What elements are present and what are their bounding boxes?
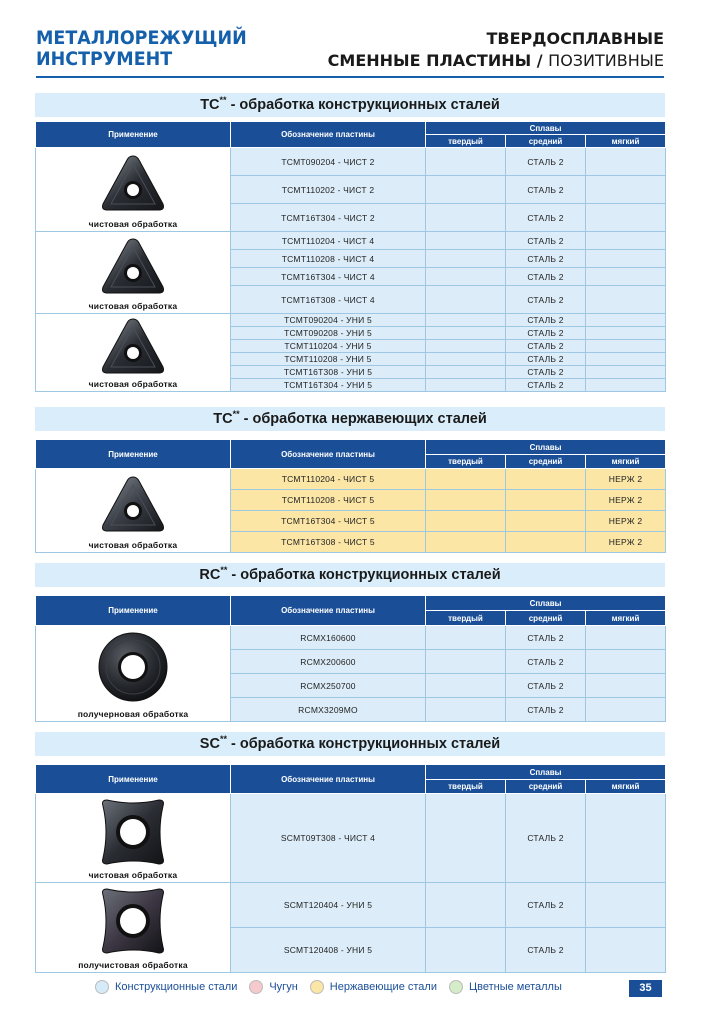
alloy-hard-cell [426,674,506,698]
header-medium: средний [506,455,586,469]
header-hard: твердый [426,611,506,626]
application-cell [36,883,231,973]
insert-designation: TCMT110208 - ЧИСТ 5 [231,490,426,511]
section-1 [35,93,665,390]
alloy-medium-cell [506,490,586,511]
alloy-soft-cell [586,268,666,286]
machining-type-label: чистовая обработка [88,379,178,389]
alloy-medium-cell: СТАЛЬ 2 [506,268,586,286]
insert-designation: TCMT16T304 - УНИ 5 [231,379,426,392]
section-2 [35,407,665,550]
header-rule [36,76,664,78]
section-stars: ** [219,95,227,105]
legend-dot-icon [310,980,324,994]
table-row [36,626,666,650]
header-alloys: Сплавы [426,765,666,780]
application-cell [36,794,231,883]
alloy-hard-cell [426,928,506,973]
insert-designation: RCMX3209MO [231,698,426,722]
alloy-hard-cell [426,176,506,204]
section-title [35,93,665,117]
application-cell [36,469,231,553]
section-title [35,563,665,587]
legend-item-structural [95,980,237,994]
insert-image-icon [99,885,167,957]
brand-title [36,28,247,70]
insert-designation: TCMT16T304 - ЧИСТ 5 [231,511,426,532]
header-alloys: Сплавы [426,596,666,611]
insert-designation: TCMT16T304 - ЧИСТ 4 [231,268,426,286]
alloy-hard-cell [426,366,506,379]
header-medium: средний [506,135,586,148]
page-number: 35 [629,980,662,997]
alloy-soft-cell [586,626,666,650]
header-medium: средний [506,780,586,794]
table-row [36,232,666,250]
alloy-soft-cell [586,314,666,327]
application-cell [36,626,231,722]
alloy-hard-cell [426,232,506,250]
section-3 [35,563,665,719]
section-title-text: - обработка конструкционных сталей [227,567,501,583]
application-cell [36,148,231,232]
alloy-medium-cell: СТАЛЬ 2 [506,883,586,928]
application-cell [36,232,231,314]
category-title-line1: ТВЕРДОСПЛАВНЫЕ [486,29,664,48]
header-hard: твердый [426,135,506,148]
header-soft: мягкий [586,611,666,626]
alloy-medium-cell: СТАЛЬ 2 [506,204,586,232]
alloy-hard-cell [426,794,506,883]
alloy-hard-cell [426,469,506,490]
alloy-soft-cell [586,366,666,379]
alloy-medium-cell: СТАЛЬ 2 [506,353,586,366]
section-title [35,732,665,756]
insert-image-icon [99,796,167,868]
header-soft: мягкий [586,135,666,148]
alloy-hard-cell [426,286,506,314]
category-title-light: ПОЗИТИВНЫЕ [548,51,664,70]
insert-designation: TCMT090204 - ЧИСТ 2 [231,148,426,176]
alloy-hard-cell [426,883,506,928]
machining-type-label: чистовая обработка [88,219,178,229]
header-designation: Обозначение пластины [231,440,426,469]
alloy-medium-cell: СТАЛЬ 2 [506,379,586,392]
alloy-hard-cell [426,327,506,340]
section-4 [35,732,665,970]
legend-item-stainless [310,980,437,994]
alloy-soft-cell [586,698,666,722]
alloy-hard-cell [426,314,506,327]
brand-title-line1: МЕТАЛЛОРЕЖУЩИЙ [36,27,247,49]
machining-type-label: получерновая обработка [77,709,189,719]
alloy-hard-cell [426,353,506,366]
header-soft: мягкий [586,455,666,469]
header-alloys: Сплавы [426,122,666,135]
legend-label: Конструкционные стали [115,981,238,993]
header-application: Применение [36,122,231,148]
insert-designation: TCMT110204 - ЧИСТ 4 [231,232,426,250]
inserts-table [35,439,666,553]
alloy-soft-cell [586,176,666,204]
alloy-soft-cell [586,379,666,392]
legend-item-cast-iron [249,980,297,994]
section-title-text: - обработка конструкционных сталей [226,736,501,752]
section-title-text: - обработка нержавеющих сталей [239,411,487,427]
alloy-medium-cell [506,511,586,532]
alloy-soft-cell: НЕРЖ 2 [586,490,666,511]
header-medium: средний [506,611,586,626]
alloy-medium-cell: СТАЛЬ 2 [506,794,586,883]
alloy-hard-cell [426,340,506,353]
header-designation: Обозначение пластины [231,122,426,148]
alloy-hard-cell [426,379,506,392]
section-title-text: - обработка конструкционных сталей [226,97,500,113]
insert-designation: TCMT16T304 - ЧИСТ 2 [231,204,426,232]
insert-designation: TCMT110208 - УНИ 5 [231,353,426,366]
header-application: Применение [36,440,231,469]
insert-designation: SCMT09T308 - ЧИСТ 4 [231,794,426,883]
legend-item-nonferrous [449,980,562,994]
alloy-medium-cell: СТАЛЬ 2 [506,148,586,176]
alloy-medium-cell: СТАЛЬ 2 [506,928,586,973]
legend-label: Нержавеющие стали [329,981,437,993]
table-row [36,148,666,176]
header-alloys: Сплавы [426,440,666,455]
table-row [36,883,666,928]
alloy-medium-cell [506,469,586,490]
alloy-soft-cell [586,650,666,674]
application-cell [36,314,231,392]
section-code: SC [199,736,220,752]
legend-label: Цветные металлы [468,981,562,993]
alloy-hard-cell [426,511,506,532]
header-application: Применение [36,765,231,794]
section-stars: ** [219,734,227,744]
insert-designation: RCMX200600 [231,650,426,674]
insert-designation: SCMT120408 - УНИ 5 [231,928,426,973]
table-row [36,794,666,883]
alloy-medium-cell: СТАЛЬ 2 [506,232,586,250]
alloy-hard-cell [426,204,506,232]
category-title-bold: СМЕННЫЕ ПЛАСТИНЫ [327,51,532,70]
alloy-hard-cell [426,148,506,176]
section-code: TC [213,411,233,427]
insert-image-icon [101,475,165,533]
insert-designation: TCMT16T308 - УНИ 5 [231,366,426,379]
alloy-hard-cell [426,650,506,674]
alloy-soft-cell [586,928,666,973]
alloy-medium-cell: СТАЛЬ 2 [506,176,586,204]
header-soft: мягкий [586,780,666,794]
alloy-hard-cell [426,532,506,553]
insert-image-icon [101,154,165,212]
alloy-medium-cell: СТАЛЬ 2 [506,286,586,314]
category-title-separator: / [531,51,549,70]
alloy-medium-cell: СТАЛЬ 2 [506,674,586,698]
alloy-soft-cell: НЕРЖ 2 [586,511,666,532]
alloy-soft-cell: НЕРЖ 2 [586,469,666,490]
header-hard: твердый [426,780,506,794]
alloy-soft-cell [586,327,666,340]
legend-dot-icon [249,980,263,994]
insert-designation: TCMT16T308 - ЧИСТ 4 [231,286,426,314]
inserts-table [35,764,666,973]
inserts-table [35,595,666,722]
section-stars: ** [232,409,240,419]
header-application: Применение [36,596,231,626]
alloy-soft-cell [586,232,666,250]
alloy-hard-cell [426,490,506,511]
alloy-medium-cell: СТАЛЬ 2 [506,698,586,722]
insert-designation: TCMT110208 - ЧИСТ 4 [231,250,426,268]
table-row [36,314,666,327]
alloy-medium-cell: СТАЛЬ 2 [506,340,586,353]
section-title [35,407,665,431]
legend-dot-icon [95,980,109,994]
category-title-line2 [328,50,664,72]
alloy-medium-cell: СТАЛЬ 2 [506,314,586,327]
alloy-medium-cell: СТАЛЬ 2 [506,650,586,674]
machining-type-label: чистовая обработка [88,301,178,311]
alloy-soft-cell [586,250,666,268]
alloy-medium-cell: СТАЛЬ 2 [506,250,586,268]
section-code: RC [199,567,221,583]
alloy-hard-cell [426,626,506,650]
alloy-soft-cell [586,340,666,353]
insert-image-icon [101,317,165,375]
machining-type-label: чистовая обработка [88,540,178,550]
alloy-medium-cell [506,532,586,553]
insert-designation: TCMT110204 - ЧИСТ 5 [231,469,426,490]
alloy-medium-cell: СТАЛЬ 2 [506,366,586,379]
alloy-soft-cell [586,286,666,314]
inserts-table [35,121,666,392]
alloy-soft-cell [586,204,666,232]
machining-type-label: чистовая обработка [88,870,178,880]
insert-designation: TCMT090208 - УНИ 5 [231,327,426,340]
alloy-hard-cell [426,250,506,268]
alloy-soft-cell [586,794,666,883]
section-stars: ** [220,565,228,575]
alloy-soft-cell: НЕРЖ 2 [586,532,666,553]
category-title [328,28,664,72]
alloy-soft-cell [586,353,666,366]
section-code: TC [200,97,220,113]
alloy-medium-cell: СТАЛЬ 2 [506,626,586,650]
alloy-soft-cell [586,148,666,176]
machining-type-label: получистовая обработка [78,960,188,970]
legend-dot-icon [449,980,463,994]
alloy-medium-cell: СТАЛЬ 2 [506,327,586,340]
alloy-hard-cell [426,698,506,722]
insert-designation: SCMT120404 - УНИ 5 [231,883,426,928]
header-designation: Обозначение пластины [231,596,426,626]
alloy-soft-cell [586,674,666,698]
insert-designation: TCMT16T308 - ЧИСТ 5 [231,532,426,553]
insert-designation: TCMT110202 - ЧИСТ 2 [231,176,426,204]
alloy-hard-cell [426,268,506,286]
alloy-soft-cell [586,883,666,928]
insert-designation: TCMT090204 - УНИ 5 [231,314,426,327]
insert-designation: TCMT110204 - УНИ 5 [231,340,426,353]
insert-image-icon [97,631,169,703]
insert-image-icon [101,237,165,295]
material-legend [95,980,574,994]
brand-title-line2: ИНСТРУМЕНТ [36,48,173,70]
header-designation: Обозначение пластины [231,765,426,794]
legend-label: Чугун [269,981,298,993]
insert-designation: RCMX160600 [231,626,426,650]
table-row [36,469,666,490]
insert-designation: RCMX250700 [231,674,426,698]
header-hard: твердый [426,455,506,469]
